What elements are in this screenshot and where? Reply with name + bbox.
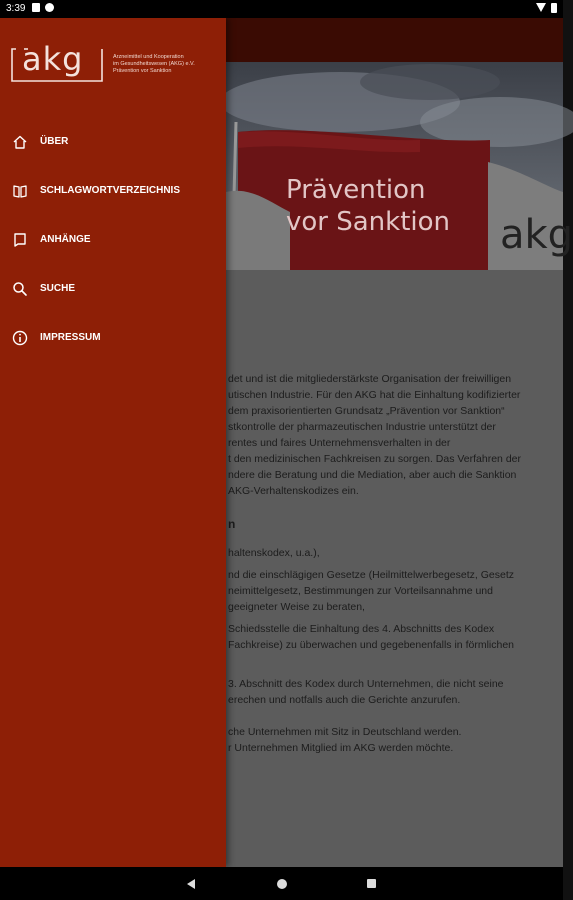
menu-item-label: SUCHE bbox=[40, 283, 76, 294]
content-line: AKG-Verhaltenskodizes ein. bbox=[228, 485, 359, 497]
status-bar bbox=[0, 0, 563, 18]
org-name bbox=[113, 54, 195, 75]
list-line: haltenskodex, u.a.), bbox=[228, 547, 320, 559]
hero-title-line2: vor Sanktion bbox=[286, 207, 451, 237]
hero-title-line1: Prävention bbox=[286, 175, 426, 205]
info-icon bbox=[12, 330, 28, 346]
content-line: utischen Industrie. Für den AKG hat die Einhaltung kodifizierter bbox=[228, 389, 521, 401]
content-line: t den medizinischen Fachkreisen zu sorgen. Das Verfahren der bbox=[228, 453, 521, 465]
flag-akg-text: akg bbox=[500, 212, 573, 258]
list-line: 3. Abschnitt des Kodex durch Unternehmen, die nicht seine bbox=[228, 678, 504, 690]
list-line: geeigneter Weise zu beraten, bbox=[228, 601, 365, 613]
menu-item-label: IMPRESSUM bbox=[40, 332, 101, 343]
list-line: r Unternehmen Mitglied im AKG werden möchte. bbox=[228, 742, 454, 754]
org-line2: im Gesundheitswesen (AKG) e.V. bbox=[113, 61, 195, 67]
back-icon[interactable] bbox=[187, 879, 195, 889]
battery-icon bbox=[551, 3, 557, 13]
menu-item-anhaenge[interactable] bbox=[0, 216, 226, 265]
list-line: che Unternehmen mit Sitz in Deutschland werden. bbox=[228, 726, 462, 738]
search-icon bbox=[12, 281, 28, 297]
drawer-menu bbox=[0, 118, 226, 363]
section-heading: n bbox=[228, 517, 236, 531]
content-line: stkontrolle der pharmazeutischen Industrie unterstützt der bbox=[228, 421, 496, 433]
menu-item-label: ANHÄNGE bbox=[40, 234, 91, 245]
list-line: Schiedsstelle die Einhaltung des 4. Abschnitts des Kodex bbox=[228, 623, 495, 635]
list-line: Fachkreise) zu überwachen und gegebenenfalls in förmlichen bbox=[228, 639, 515, 651]
menu-item-label: SCHLAGWORTVERZEICHNIS bbox=[40, 185, 180, 196]
menu-item-schlagwortverzeichnis[interactable] bbox=[0, 167, 226, 216]
list-line: nd die einschlägigen Gesetze (Heilmittelwerbegesetz, Gesetz bbox=[228, 569, 514, 581]
content-line: rentes und faires Unternehmensverhalten in der bbox=[228, 437, 451, 449]
menu-item-ueber[interactable] bbox=[0, 118, 226, 167]
home-icon bbox=[12, 134, 28, 150]
logo-text: akg bbox=[22, 40, 84, 78]
menu-item-label: ÜBER bbox=[40, 136, 69, 147]
bookmark-icon bbox=[12, 232, 28, 248]
org-line3: Prävention vor Sanktion bbox=[113, 68, 172, 74]
menu-item-suche[interactable] bbox=[0, 265, 226, 314]
wifi-icon bbox=[536, 3, 546, 12]
menu-item-impressum[interactable] bbox=[0, 314, 226, 363]
status-time: 3:39 bbox=[6, 3, 26, 14]
list-line: neimittelgesetz, Bestimmungen zur Vorteilsannahme und bbox=[228, 585, 493, 597]
book-icon bbox=[12, 183, 28, 199]
sim-card-icon bbox=[32, 3, 40, 12]
at-sign-icon bbox=[45, 3, 54, 12]
content-line: dem praxisorientierten Grundsatz „Prävention vor Sanktion“ bbox=[228, 405, 505, 417]
org-line1: Arzneimittel und Kooperation bbox=[113, 54, 184, 60]
list-line: erechen und notfalls auch die Gerichte anzurufen. bbox=[228, 694, 461, 706]
system-nav-bar bbox=[0, 867, 563, 900]
hero-title bbox=[286, 174, 450, 238]
content-line: det und ist die mitgliederstärkste Organisation der freiwilligen bbox=[228, 373, 512, 385]
recent-apps-icon[interactable] bbox=[367, 879, 376, 888]
content-line: ndere die Beratung und die Mediation, aber auch die Sanktion bbox=[228, 469, 517, 481]
home-button-icon[interactable] bbox=[277, 879, 287, 889]
navigation-drawer bbox=[0, 18, 226, 867]
